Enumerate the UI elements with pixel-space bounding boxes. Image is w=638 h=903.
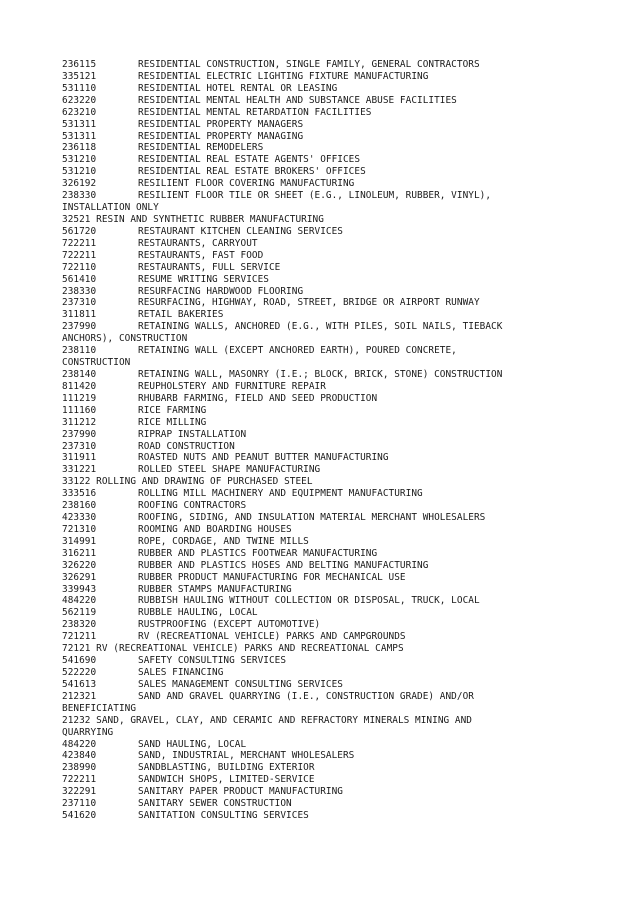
industry-description: SANDWICH SHOPS, LIMITED-SERVICE (138, 774, 315, 786)
industry-description: 21232 SAND, GRAVEL, CLAY, AND CERAMIC AND REFRACTORY MINERALS MINING AND (62, 714, 472, 726)
list-item (62, 643, 602, 655)
list-item (62, 786, 602, 798)
list-item (62, 631, 602, 643)
industry-description: ROASTED NUTS AND PEANUT BUTTER MANUFACTURING (138, 452, 389, 464)
list-item (62, 333, 602, 345)
naics-code: 111219 (62, 392, 97, 404)
list-item (62, 429, 602, 441)
naics-code: 484220 (62, 595, 97, 607)
industry-description: RUBBISH HAULING WITHOUT COLLECTION OR DISPOSAL, TRUCK, LOCAL (138, 595, 480, 607)
industry-description: RESIDENTIAL HOTEL RENTAL OR LEASING (138, 82, 338, 94)
naics-code: 339943 (62, 583, 97, 595)
naics-code: 237990 (62, 321, 97, 333)
naics-code: 326291 (62, 571, 97, 583)
naics-code: 561410 (62, 273, 97, 285)
industry-description: RESUME WRITING SERVICES (138, 273, 269, 285)
naics-code: 541620 (62, 810, 97, 822)
list-item (62, 715, 602, 727)
naics-code: 531311 (62, 130, 97, 142)
industry-description: INSTALLATION ONLY (62, 202, 159, 214)
industry-description: SAFETY CONSULTING SERVICES (138, 655, 287, 667)
list-item (62, 417, 602, 429)
list-item (62, 405, 602, 417)
list-item (62, 226, 602, 238)
naics-code: 331221 (62, 464, 97, 476)
list-item (62, 321, 602, 333)
list-item (62, 178, 602, 190)
naics-code: 522220 (62, 667, 97, 679)
industry-description: RESIDENTIAL REAL ESTATE AGENTS' OFFICES (138, 154, 361, 166)
industry-description: RESTAURANTS, FAST FOOD (138, 249, 264, 261)
industry-description: RICE MILLING (138, 416, 207, 428)
list-item (62, 679, 602, 691)
list-item (62, 691, 602, 703)
naics-code: 238330 (62, 285, 97, 297)
industry-description: SANITARY PAPER PRODUCT MANUFACTURING (138, 786, 343, 798)
list-item (62, 59, 602, 71)
industry-description: SAND, INDUSTRIAL, MERCHANT WHOLESALERS (138, 750, 355, 762)
list-item (62, 572, 602, 584)
list-item (62, 452, 602, 464)
industry-description: RESIDENTIAL PROPERTY MANAGING (138, 130, 304, 142)
naics-code: 335121 (62, 70, 97, 82)
naics-code: 238110 (62, 345, 97, 357)
naics-code: 722211 (62, 249, 97, 261)
industry-description: QUARRYING (62, 726, 114, 738)
naics-code: 623220 (62, 94, 97, 106)
industry-description: ROOFING, SIDING, AND INSULATION MATERIAL MERCHANT WHOLESALERS (138, 512, 486, 524)
naics-code: 541690 (62, 655, 97, 667)
industry-description: RUBBER AND PLASTICS HOSES AND BELTING MANUFACTURING (138, 559, 429, 571)
industry-description: RETAINING WALL, MASONRY (I.E.; BLOCK, BRICK, STONE) CONSTRUCTION (138, 368, 503, 380)
industry-description: RESIDENTIAL PROPERTY MANAGERS (138, 118, 304, 130)
naics-code: 722110 (62, 261, 97, 273)
industry-description: SAND HAULING, LOCAL (138, 738, 247, 750)
industry-description: RESIDENTIAL MENTAL HEALTH AND SUBSTANCE ABUSE FACILITIES (138, 94, 457, 106)
list-item (62, 524, 602, 536)
list-item (62, 512, 602, 524)
industry-description: SANITARY SEWER CONSTRUCTION (138, 798, 292, 810)
list-item (62, 536, 602, 548)
naics-code: 236115 (62, 59, 97, 70)
list-item (62, 464, 602, 476)
naics-code: 722211 (62, 774, 97, 786)
naics-code: 237310 (62, 440, 97, 452)
list-item (62, 166, 602, 178)
industry-description: RETAINING WALL (EXCEPT ANCHORED EARTH), POURED CONCRETE, (138, 345, 457, 357)
list-item (62, 750, 602, 762)
naics-code: 311811 (62, 309, 97, 321)
industry-description: RV (RECREATIONAL VEHICLE) PARKS AND CAMPGROUNDS (138, 631, 406, 643)
naics-code: 484220 (62, 738, 97, 750)
industry-description: RUBBER PRODUCT MANUFACTURING FOR MECHANICAL USE (138, 571, 406, 583)
industry-description: RESURFACING HARDWOOD FLOORING (138, 285, 304, 297)
industry-description: RESTAURANT KITCHEN CLEANING SERVICES (138, 225, 343, 237)
naics-code: 238320 (62, 619, 97, 631)
list-item (62, 500, 602, 512)
list-item (62, 131, 602, 143)
industry-description: ROAD CONSTRUCTION (138, 440, 235, 452)
list-item (62, 727, 602, 739)
naics-code: 531210 (62, 166, 97, 178)
industry-description: ROPE, CORDAGE, AND TWINE MILLS (138, 535, 309, 547)
naics-code: 531311 (62, 118, 97, 130)
naics-code: 333516 (62, 488, 97, 500)
industry-description: RESILIENT FLOOR TILE OR SHEET (E.G., LINOLEUM, RUBBER, VINYL), (138, 190, 492, 202)
list-item (62, 810, 602, 822)
industry-description: 32521 RESIN AND SYNTHETIC RUBBER MANUFACTURING (62, 213, 324, 225)
industry-description: RESIDENTIAL MENTAL RETARDATION FACILITIES (138, 106, 372, 118)
list-item (62, 214, 602, 226)
naics-code: 721211 (62, 631, 97, 643)
list-item (62, 703, 602, 715)
industry-description: REUPHOLSTERY AND FURNITURE REPAIR (138, 380, 326, 392)
document-page (62, 59, 602, 822)
list-item (62, 393, 602, 405)
naics-code: 562119 (62, 607, 97, 619)
naics-code: 237310 (62, 297, 97, 309)
list-item (62, 95, 602, 107)
list-item (62, 202, 602, 214)
list-item (62, 441, 602, 453)
list-item (62, 274, 602, 286)
naics-code: 311212 (62, 416, 97, 428)
list-item (62, 619, 602, 631)
naics-code: 423840 (62, 750, 97, 762)
list-item (62, 119, 602, 131)
industry-description: CONSTRUCTION (62, 357, 131, 369)
naics-code: 238330 (62, 190, 97, 202)
industry-description: RUBBER AND PLASTICS FOOTWEAR MANUFACTURING (138, 547, 378, 559)
list-item (62, 476, 602, 488)
list-item (62, 71, 602, 83)
naics-code: 623210 (62, 106, 97, 118)
naics-code: 531210 (62, 154, 97, 166)
naics-code: 316211 (62, 547, 97, 559)
list-item (62, 548, 602, 560)
industry-description: RESIDENTIAL REAL ESTATE BROKERS' OFFICES (138, 166, 366, 178)
naics-code: 238140 (62, 368, 97, 380)
list-item (62, 357, 602, 369)
list-item (62, 739, 602, 751)
naics-code: 237990 (62, 428, 97, 440)
list-item (62, 238, 602, 250)
list-item (62, 107, 602, 119)
naics-code: 237110 (62, 798, 97, 810)
naics-code: 531110 (62, 82, 97, 94)
list-item (62, 798, 602, 810)
list-item (62, 584, 602, 596)
industry-description: RUSTPROOFING (EXCEPT AUTOMOTIVE) (138, 619, 321, 631)
naics-code: 423330 (62, 512, 97, 524)
industry-description: RETAIL BAKERIES (138, 309, 224, 321)
list-item (62, 262, 602, 274)
naics-code: 721310 (62, 523, 97, 535)
list-item (62, 286, 602, 298)
naics-code: 561720 (62, 225, 97, 237)
list-item (62, 345, 602, 357)
naics-code: 314991 (62, 535, 97, 547)
industry-description: SAND AND GRAVEL QUARRYING (I.E., CONSTRUCTION GRADE) AND/OR (138, 690, 474, 702)
industry-description: ROLLED STEEL SHAPE MANUFACTURING (138, 464, 321, 476)
list-item (62, 190, 602, 202)
list-item (62, 595, 602, 607)
industry-description: RHUBARB FARMING, FIELD AND SEED PRODUCTION (138, 392, 378, 404)
industry-description: RESILIENT FLOOR COVERING MANUFACTURING (138, 178, 355, 190)
list-item (62, 762, 602, 774)
list-item (62, 154, 602, 166)
list-item (62, 607, 602, 619)
naics-code: 326220 (62, 559, 97, 571)
industry-description: RICE FARMING (138, 404, 207, 416)
naics-code: 236118 (62, 142, 97, 154)
list-item (62, 488, 602, 500)
naics-code: 238990 (62, 762, 97, 774)
industry-description: RESIDENTIAL ELECTRIC LIGHTING FIXTURE MANUFACTURING (138, 70, 429, 82)
industry-description: SANITATION CONSULTING SERVICES (138, 810, 309, 822)
list-item (62, 774, 602, 786)
industry-description: RESURFACING, HIGHWAY, ROAD, STREET, BRIDGE OR AIRPORT RUNWAY (138, 297, 480, 309)
list-item (62, 667, 602, 679)
list-item (62, 297, 602, 309)
industry-description: RESTAURANTS, CARRYOUT (138, 237, 258, 249)
naics-code: 722211 (62, 237, 97, 249)
industry-description: RIPRAP INSTALLATION (138, 428, 247, 440)
naics-code: 541613 (62, 678, 97, 690)
industry-description: BENEFICIATING (62, 702, 137, 714)
industry-description: 33122 ROLLING AND DRAWING OF PURCHASED STEEL (62, 476, 313, 488)
naics-code: 311911 (62, 452, 97, 464)
industry-description: SALES FINANCING (138, 667, 224, 679)
naics-code: 212321 (62, 690, 97, 702)
list-item (62, 369, 602, 381)
industry-description: RESTAURANTS, FULL SERVICE (138, 261, 281, 273)
industry-description: SANDBLASTING, BUILDING EXTERIOR (138, 762, 315, 774)
industry-description: RESIDENTIAL REMODELERS (138, 142, 264, 154)
naics-code: 238160 (62, 500, 97, 512)
list-item (62, 560, 602, 572)
industry-description: SALES MANAGEMENT CONSULTING SERVICES (138, 678, 343, 690)
industry-description: ANCHORS), CONSTRUCTION (62, 333, 188, 345)
industry-description: ROOMING AND BOARDING HOUSES (138, 523, 292, 535)
industry-description: 72121 RV (RECREATIONAL VEHICLE) PARKS AND RECREATIONAL CAMPS (62, 643, 404, 655)
industry-description: RETAINING WALLS, ANCHORED (E.G., WITH PILES, SOIL NAILS, TIEBACK (138, 321, 503, 333)
list-item (62, 381, 602, 393)
industry-description: RESIDENTIAL CONSTRUCTION, SINGLE FAMILY, GENERAL CONTRACTORS (138, 59, 480, 70)
industry-description: ROLLING MILL MACHINERY AND EQUIPMENT MANUFACTURING (138, 488, 423, 500)
naics-code: 322291 (62, 786, 97, 798)
naics-code: 111160 (62, 404, 97, 416)
industry-description: RUBBLE HAULING, LOCAL (138, 607, 258, 619)
list-item (62, 83, 602, 95)
industry-description: ROOFING CONTRACTORS (138, 500, 247, 512)
industry-description: RUBBER STAMPS MANUFACTURING (138, 583, 292, 595)
naics-code: 326192 (62, 178, 97, 190)
naics-code: 811420 (62, 380, 97, 392)
list-item (62, 309, 602, 321)
list-item (62, 142, 602, 154)
list-item (62, 655, 602, 667)
list-item (62, 250, 602, 262)
